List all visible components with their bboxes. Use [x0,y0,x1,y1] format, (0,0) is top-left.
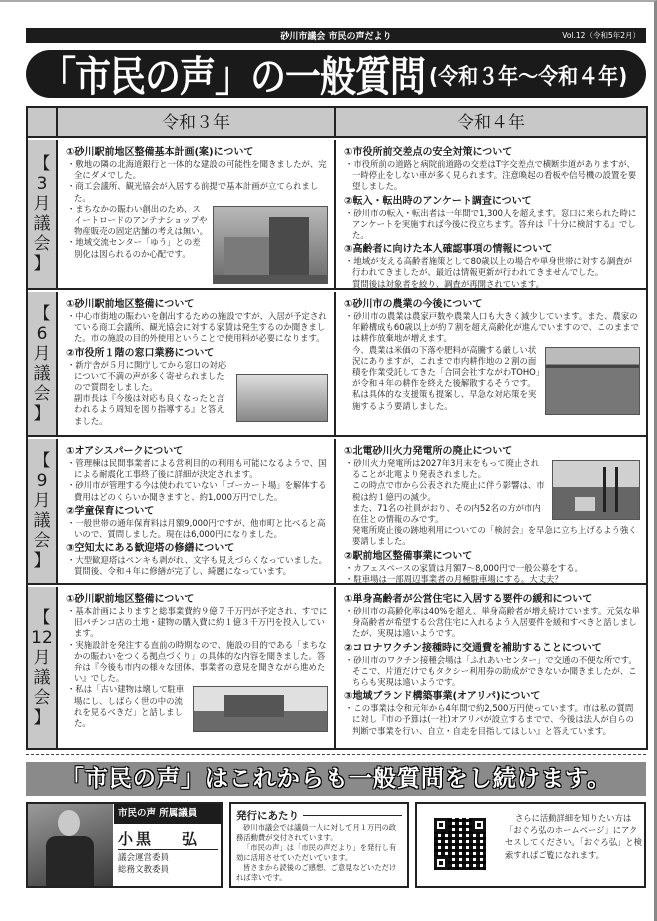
session-label: 【 6 月 議 会 】 [28,292,58,435]
reiwa4-cell [336,587,646,748]
column-header-reiwa4: 令和４年 [336,108,646,138]
question-title: ②駅前地区整備事業について [344,550,473,562]
question-item: ③高齢者に向けた本人確認事項の情報について ・地域が支える高齢者施策として80歳以上の場合や単身世帯に対する調査が行われてきましたが、最近は情報更新が行われてきませんでした。 質問後は対象者を絞り、調査が再開されています。 [344,244,640,290]
reiwa4-cell [336,140,646,288]
question-item: ①砂川市の農業の今後について ・砂川市の農業は農家戸数や農業人口も大きく減少しています。また、農家の年齢構成も60歳以上が約７割を超え高齢化が進んでいますので、このままでは耕作放棄地が増えます。 今、農業は米価の下落や肥料が高騰する厳しい状況にありますが、これまで市内耕作地の２割の面積を作業受託してきた「合同会社すながわTOHO」が令和４年の耕作を終えた後解散するそうです。 私は具体的な支援策も提案し、早急な対応策を実施するよう要請しました。 [344,299,640,412]
facility-rendering-image [193,686,328,732]
question-title: ②転入・転出時のアンケート調査について [344,195,532,207]
session-row-december [28,587,646,748]
question-title: ③高齢者に向けた本人確認事項の情報について [344,244,553,256]
question-title: ②市役所１階の窓口業務について [66,347,215,359]
question-item: ①砂川駅前地区整備基本計画(案)について ・敷地の隣の北海道銀行と一体的な建設の可能性を聞きましたが、完全にダメでした。 ・商工会議所、観光協会が入居する前提で基本計画が立てられました。 ・まちなかの賑わい創出のため、スイートロードのアンテナショップや物産販売の固定店舗の考えは無い。 ・地域交流センター「ゆう」との差別化は図られるのか心配です。 [66,147,328,260]
question-item: ①北電砂川火力発電所の廃止について ・砂川火力発電所は2027年3月末をもって廃止されることが北電より発表されました。 この時点で市から公表された廃止に伴う影響は、市税は約１億円の減少。 また、71名の社員がおり、その内52名の方が市内在住との情報のみです。 発電所廃止後の跡地利用についての「検討会」を早急に立ち上げるよう強く要請しました。 [344,446,640,548]
question-title: ①市役所前交差点の安全対策について [344,147,513,158]
question-item: ②転入・転出時のアンケート調査について ・砂川市の転入・転出者は一年間で1,300人を超えます。窓口に来られた時にアンケートを実施すれば今後に役立ちます。答弁は『十分に検討する』でした。 [344,196,640,242]
question-title: ②学童保育について [66,505,155,517]
question-item: ③空知太にある歓迎塔の修繕について ・大型歓迎塔はペンキも剥がれ、文字も見えづらくなっていました。 質問後、令和４年に修繕が完了し、綺麗になっています。 [66,543,327,577]
question-title: ③地域ブランド構築事業(オアリパ)について [344,691,541,703]
question-item: ①単身高齢者が公営住宅に入居する要件の緩和について ・砂川市の高齢化率は40%を超え、単身高齢者が増え続けています。元気な単身高齢者が希望する公営住宅に入れるよう入居要件を緩和すべきと話しましたが、実現は遠いようです。 [344,594,640,639]
member-role: 市民の声 所属議員 [114,804,221,824]
slogan-banner: 「市民の声」はこれからも一般質問をし続けます。 [26,762,646,796]
session-label: 【 12 月 議 会 】 [28,587,58,748]
issue-note-title: 発行にあたり [236,808,402,823]
reiwa3-cell [58,587,336,748]
member-committees: 議会運営委員 総務文教委員 [118,853,170,875]
reiwa3-cell [58,292,336,435]
questions-table [26,106,648,750]
question-title: ①砂川駅前地区整備について [66,594,195,605]
corner-cell [28,108,58,138]
contact-box [415,802,646,888]
question-item: ②コロナワクチン接種時に交通費を補助することについて ・砂川市のワクチン接種会場は「ふれあいセンター」で交通の不便な所です。そこで、片道だけでもタクシー利用券の助成ができないか聞きましたが、こちらも実現は遠いようです。 [344,643,640,689]
rice-planter-photo [545,347,640,415]
office-counter-photo [236,374,328,422]
session-row-march [28,140,646,290]
question-title: ①単身高齢者が公営住宅に入居する要件の緩和について [344,594,593,605]
question-item: ①オアシスパークについて ・管理棟は民間事業者による営利目的の利用も可能になるようで、国による耐震化工事終了後に詳細が決定されます。 ・砂川市が管理する今は使われていない「ゴーカート場」を解体する費用はどのくらいか聞きますと、約1,000万円でした。 [66,446,327,502]
member-name: 小黒 弘 [118,828,218,850]
session-label: 【 9 月 議 会 】 [28,439,58,583]
reiwa4-cell [336,292,646,435]
building-photo [213,206,328,284]
headline-main: 「市民の声」の一般質問 [40,53,426,102]
question-item: ②市役所１階の窓口業務について ・新庁舎が５月に開庁してから窓口の対応について不満の声が多く寄せられましたので質問をしました。 副市長は『今後は対応も良くなったと言われるよう周知を図り指導する』と答えました。 [66,348,328,427]
contact-text: さらに活動詳細を知りたい方は「おぐろ弘のホームページ」にアクセスしてください。「おぐろ弘」と検索すればご覧になれます。 [505,813,642,860]
column-header-reiwa3: 令和３年 [58,108,336,138]
reiwa4-cell [336,439,646,583]
question-title: ①砂川市の農業の今後について [344,299,483,310]
question-title: ②コロナワクチン接種時に交通費を補助することについて [344,642,602,654]
member-photo [28,804,113,886]
question-item: ①市役所前交差点の安全対策について ・市役所前の道路と病院前道路の交差はT字交差点で横断歩道がありますが、一時停止をしない車が多く見られます。注意喚起の看板や信号機の設置を要望しました。 [344,147,640,193]
masthead [26,28,646,43]
issue-note: 発行にあたり 砂川市議会では議員一人に対して月１万円の政務活動費が交付されています。 「市民の声」は「市民の声だより」を発行し有効に活用させていただいています。 皆さまから読後のご感想、ご意見などいただければ幸いです。 [229,802,409,888]
session-row-june [28,292,646,437]
question-item: ②学童保育について ・一般世帯の通年保育料は月額9,000円ですが、他市町と比べると高いので、質問しました。現在は6,000円になりました。 [66,506,328,540]
power-plant-photo [552,460,640,520]
headline-banner [26,50,646,102]
question-title: ③空知太にある歓迎塔の修繕について [66,543,235,555]
question-title: ①北電砂川火力発電所の廃止について [344,446,513,457]
qr-code-icon[interactable] [434,818,486,870]
reiwa3-cell [58,140,336,288]
volume-label: Vol.12（令和5年2月） [562,31,640,40]
headline-period: (令和３年～令和４年) [429,62,628,89]
divider-dashed [26,754,646,755]
question-item: ①砂川駅前地区整備について ・基本計画によりますと総事業費約９億７千万円が予定され、すでに旧パチンコ店の土地・建物の購入費に約１億３千万円を投入しています。 ・実施設計を発注する直前の時期なので、施設の目的である「まちなかの賑わいをつくる拠点づくり」の具体的な内容を聞きました。答弁は『今後も市内の様々な団体、事業者の意見を聞きながら進めたい』でした。 ・私は「古い建物は壊して駐車場にし、しばらく世の中の流れを見るべきだ」と話しました。 [66,594,328,729]
reiwa3-cell [58,439,336,583]
question-item: ①砂川駅前地区整備について ・中心市街地の賑わいを創出するための施設ですが、入居が予定されている商工会議所、観光協会に対する家賃は発生するのか聞きました。市の施設の目的外使用ということで使用料が必要になります。 [66,299,327,344]
question-item: ③地域ブランド構築事業(オアリパ)について ・この事業は令和元年から4年間で約2,500万円使っています。市は私の質問に対し『市の予算は(一社)オアリパが設立するまでで、今後は法人が自らの判断で事業を行い、自立・自走を目指してほしい』と答えています。 [344,691,640,737]
session-row-september [28,439,646,585]
masthead-title: 砂川市議会 市民の声だより [280,32,392,42]
question-title: ①砂川駅前地区整備基本計画(案)について [66,147,254,158]
question-title: ①砂川駅前地区整備について [66,299,195,310]
session-label: 【 3 月 議 会 】 [28,140,58,288]
question-item: ②駅前地区整備事業について ・カフェスペースの家賃は月額7～8,000円で一般公募をする。 ・駐車場は一部周辺事業者の月極駐車場にする。大丈夫？ [344,551,640,585]
question-title: ①オアシスパークについて [66,446,184,457]
member-profile [26,802,223,888]
